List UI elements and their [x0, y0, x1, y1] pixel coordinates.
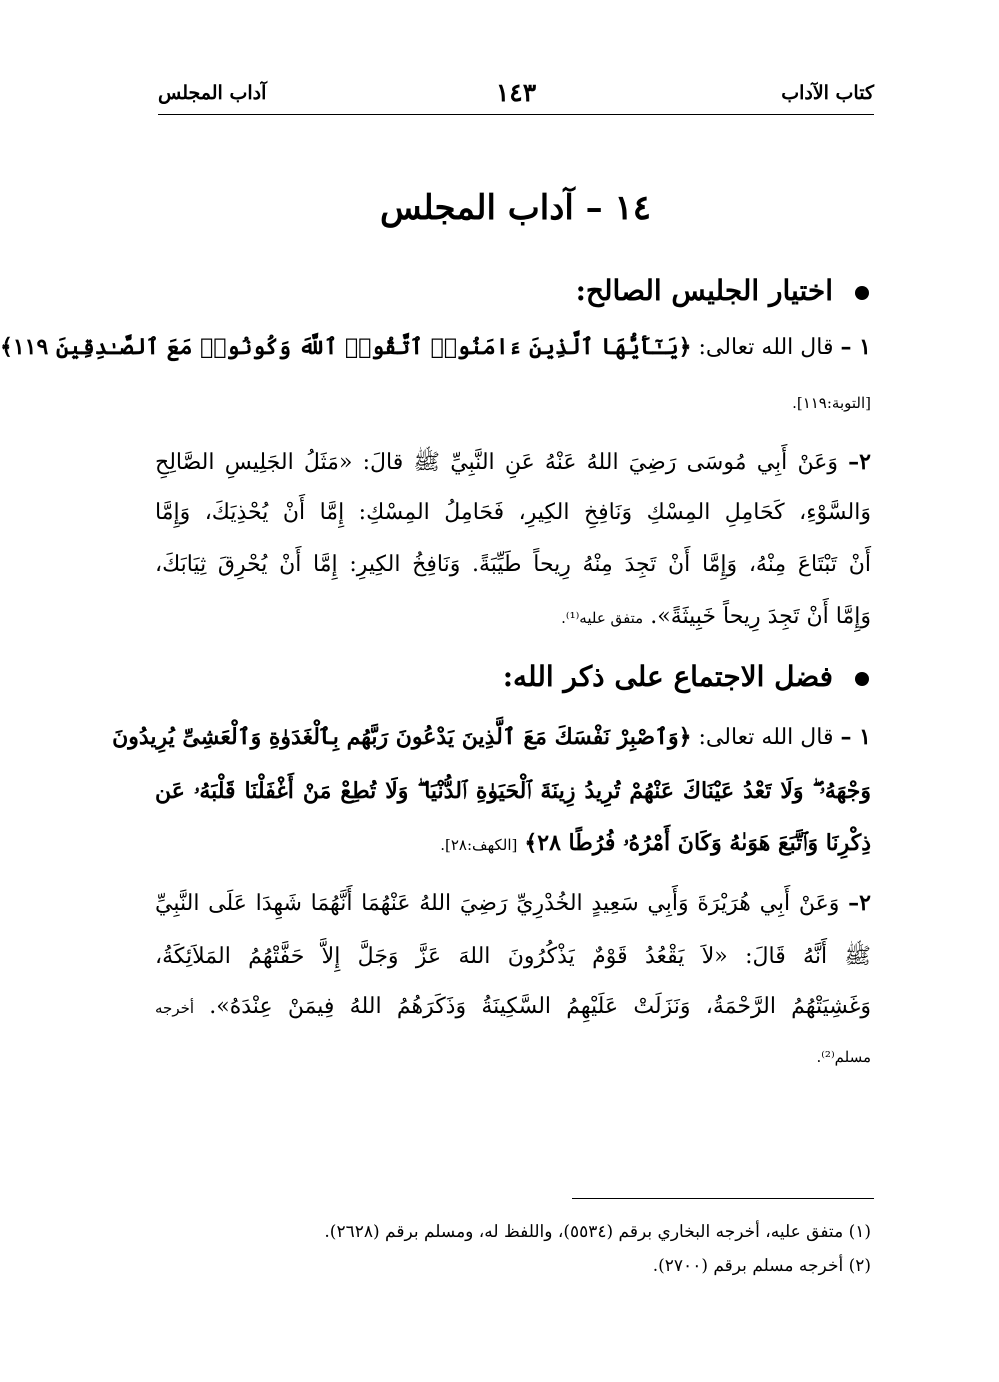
hadith-text: وَغَشِيَتْهُمُ الرَّحْمَةُ، وَنَزَلَتْ عَلَيْهِمُ السَّكِينَةُ وَذَكَرَهُمُ اللهُ فِيمَنْ عِنْدَهُ». — [209, 994, 871, 1019]
footnote-2: (٢) أخرجه مسلم برقم (٢٧٠٠). — [652, 1256, 871, 1276]
section-heading-text: اختيار الجليس الصالح: — [575, 274, 833, 307]
hadith-text: وَإِمَّا أَنْ تَجِدَ رِيحاً خَبِيثَةً». — [650, 604, 871, 629]
verse-ref: [الكهف:٢٨]. — [440, 836, 518, 854]
s1-item2-line2: وَالسَّوْءِ، كَحَامِلِ المِسْكِ وَنَافِخِ الكِيرِ، فَحَامِلُ المِسْكِ: إِمَّا أَنْ يُحْذِيَكَ، وَإِمَّا — [155, 500, 871, 525]
page-number: ١٤٣ — [495, 78, 537, 107]
quran-verse: ذِكْرِنَا وَٱتَّبَعَ هَوَىٰهُ وَكَانَ أَمْرُهُۥ فُرُطًا ٢٨﴾ — [524, 830, 871, 856]
hadith-text: وَعَنْ أَبِي مُوسَى رَضِيَ اللهُ عَنْهُ عَنِ النَّبِيِّ ﷺ قالَ: «مَثَلُ الجَلِيسِ الصَّالِحِ — [155, 450, 838, 475]
s2-item1-line2: وَجْهَهُۥ ۖ وَلَا تَعْدُ عَيْنَاكَ عَنْهُمْ تُرِيدُ زِينَةَ ٱلْحَيَوٰةِ ٱلدُّنْيَا ۖ وَلَا تُطِعْ مَنْ أَغْفَلْنَا قَلْبَهُۥ عَن — [155, 778, 871, 804]
s2-item2-note-cont: مسلم⁽²⁾. — [816, 1048, 871, 1066]
s2-item2-line3 — [155, 994, 871, 1019]
section-heading-gathering-dhikr — [503, 660, 869, 693]
quote-intro: قال الله تعالى: — [698, 335, 834, 360]
quran-verse: ﴿وَٱصْبِرْ نَفْسَكَ مَعَ ٱلَّذِينَ يَدْعُونَ رَبَّهُم بِٱلْغَدَوٰةِ وَٱلْعَشِىِّ يُرِيدُونَ — [112, 724, 692, 750]
section-heading-text: فضل الاجتماع على ذكر الله: — [502, 660, 833, 693]
footnote-1: (١) متفق عليه، أخرجه البخاري برقم (٥٥٣٤)، واللفظ له، ومسلم برقم (٢٦٢٨). — [324, 1222, 871, 1242]
quran-verse: ﴿يَـٰٓأَيُّهَا ٱلَّذِينَ ءَامَنُوا۟ ٱتَّقُوا۟ ٱللَّهَ وَكُونُوا۟ مَعَ ٱلصَّـٰدِقِينَ ١١٩﴾ — [0, 334, 692, 360]
bullet-icon — [855, 286, 869, 300]
chapter-running-title: آداب المجلس — [158, 82, 267, 104]
hadith-source-note: متفق عليه⁽¹⁾. — [561, 609, 644, 627]
quote-intro: قال الله تعالى: — [698, 725, 834, 750]
s1-item2-line3: أَنْ تَبْتَاعَ مِنْهُ، وَإِمَّا أَنْ تَجِدَ مِنْهُ رِيحاً طَيِّبَةً. وَنَافِخُ الكِيرِ: إِمَّا أَنْ يُحْرِقَ ثِيَابَكَ، — [155, 552, 871, 577]
s1-item2-line1 — [155, 448, 871, 480]
s2-item2-line1 — [155, 890, 871, 916]
item-number: ٢– — [848, 890, 871, 916]
section-heading-good-companion — [576, 274, 869, 307]
footnote-rule — [572, 1198, 874, 1199]
chapter-title: ١٤ – آداب المجلس — [379, 188, 652, 228]
item-number: ٢– — [848, 449, 871, 475]
bullet-icon — [855, 672, 869, 686]
s1-item2-line4 — [155, 604, 871, 629]
hadith-source-note: أخرجه — [155, 999, 195, 1017]
item-number: ١ – — [840, 724, 871, 750]
page-header — [158, 78, 874, 114]
s2-item1-line1 — [112, 724, 871, 750]
item-number: ١ – — [840, 334, 871, 360]
header-rule — [158, 114, 874, 115]
s2-item1-line3 — [155, 830, 871, 856]
s1-item1-line — [0, 334, 871, 360]
book-title: كتاب الآداب — [781, 82, 874, 104]
hadith-text: وَعَنْ أَبِي هُرَيْرَةَ وَأَبِي سَعِيدٍ الخُدْرِيِّ رَضِيَ اللهُ عَنْهُمَا أَنَّهُمَا شَهِدَا عَلَى النَّبِيِّ — [155, 891, 840, 916]
s1-item1-ref: [التوبة:١١٩]. — [792, 394, 871, 412]
s2-item2-line2: ﷺ أَنَّهُ قَالَ: «لاَ يَقْعُدُ قَوْمٌ يَذْكُرُونَ اللهَ عَزَّ وَجَلَّ إِلاَّ حَفَّتْهُمُ المَلاَئِكَةُ، — [155, 944, 871, 969]
